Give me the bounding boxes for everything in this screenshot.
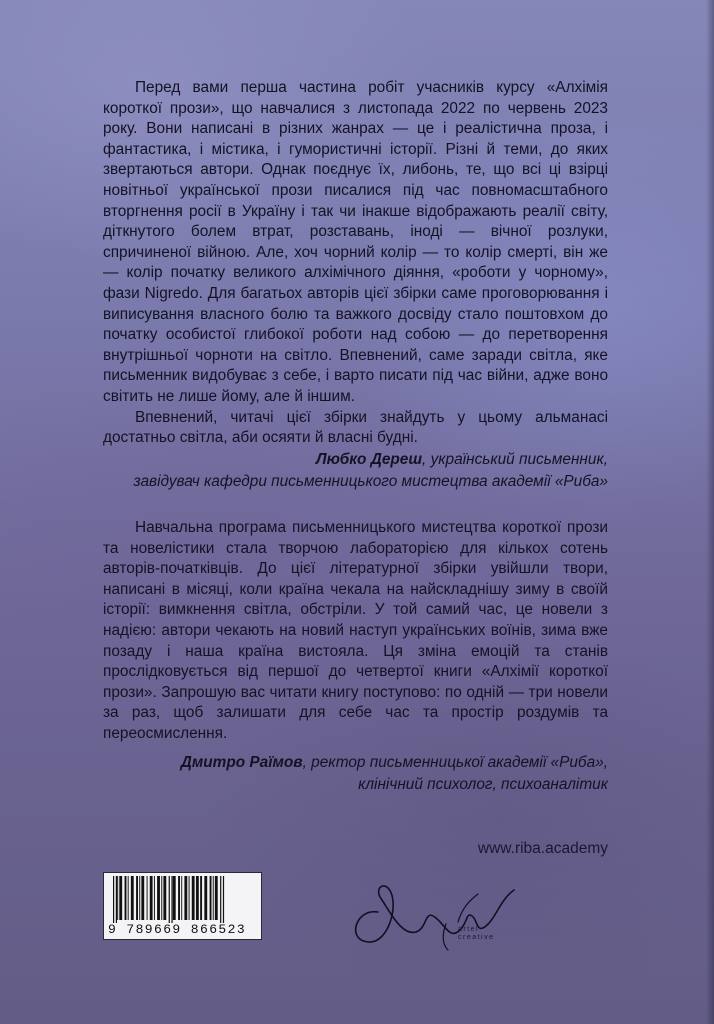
intro-author-name: Любко Дереш [316, 451, 423, 468]
barcode-bars [107, 876, 258, 924]
outro-author-position: клінічний психолог, психоаналітик [358, 776, 608, 793]
intro-signature [103, 449, 608, 493]
website-link[interactable]: www.riba.academy [477, 840, 608, 857]
outro-author-role: , ректор письменницької академії «Риба», [302, 754, 608, 771]
logo-line-2: creative [458, 934, 495, 941]
intro-text [103, 78, 608, 449]
intro-author-position: завідувач кафедри письменницького мистецтва академії «Риба» [133, 473, 608, 490]
outro-paragraph-1: Навчальна програма письменницького мистецтва короткої прози та новелістики стала творчою лабораторією для кількох сотень авторів-початківців. До цієї літературної збірки увійшли твори, написані в місяці, коли країна чекала на найскладнішу зиму в своїй історії: вимкнення світла, обстріли. У той самий час, це новели з надією: автори чекають на новий наступ українських воїнів, зима вже позаду і наша країна вистояла. Ця зміна емоцій та станів прослідковується від першої до четвертої книги «Алхімії короткої прози». Запрошую вас читати книгу поступово: по одній — три новели за раз, щоб залишати для себе час та простір роздумів та переосмислення. [103, 519, 608, 742]
intro-signature-line-1 [103, 449, 608, 471]
outro-signature-line-1 [103, 752, 608, 774]
outro-text [103, 518, 608, 745]
artel-creative-logo-icon [338, 860, 538, 960]
logo-wordmark [458, 926, 495, 942]
intro-author-role: , український письменник, [422, 451, 608, 468]
isbn-number: 9 789669 866523 [106, 923, 261, 937]
intro-paragraph-1: Перед вами перша частина робіт учасників курсу «Алхімія короткої прози», що навчалися з листопада 2022 по червень 2023 року. Вони написані в різних жанрах — це і реалістична проза, і фантастика, і містика, і гумористичні історії. Різні й теми, до яких звертаються автори. Однак поєднує їх, либонь, те, що всі ці взірці новітньої української прози писалися під час повномасштабного вторгнення росії в Україну і так чи інакше відображають реалії світу, діткнутого болем втрат, розставань, іноді — вічної розлуки, спричиненої війною. Але, хоч чорний колір — то колір смерті, він же — колір початку великого алхімічного діяння, «роботи у чорному», фази Nigredo. Для багатьох авторів цієї збірки саме проговорювання і виписування власного болю та важкого досвіду стало поштовхом до початку особистої глибокої роботи над собою — до перетворення внутрішньої чорноти на світло. Впевнений, саме заради світла, яке письменник видобуває з себе, і варто писати під час війни, адже воно світить не лише йому, але й іншим. [103, 79, 608, 405]
page-edge-shadow [706, 0, 714, 1024]
outro-author-name: Дмитро Раїмов [180, 754, 303, 771]
intro-paragraph-2: Впевнений, читачі цієї збірки знайдуть у цьому альманасі достатньо світла, аби осяяти й власні будні. [103, 408, 608, 447]
logo-line-1: artel [458, 926, 480, 933]
isbn-barcode [103, 872, 262, 940]
outro-signature [103, 752, 608, 796]
